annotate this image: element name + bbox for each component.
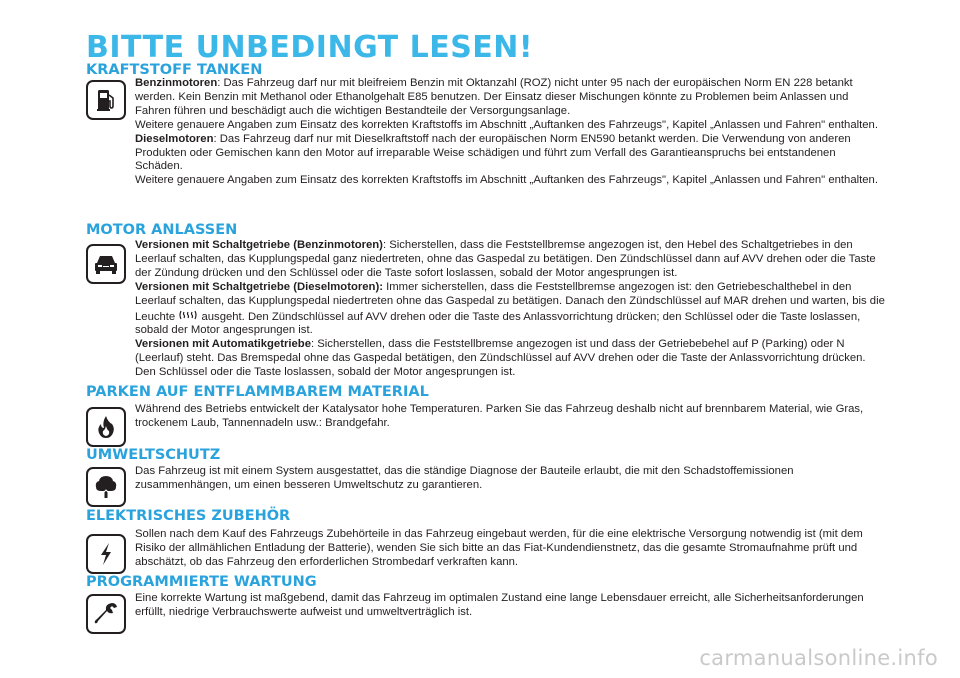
environment-text: Das Fahrzeug ist mit einem System ausgestattet, das die ständige Diagnose der Bauteile erlaubt, die mit den Schadstoffemissionen zusammenhängen, um einen besseren Umweltschutz zu garantieren. bbox=[135, 465, 794, 491]
tree-icon bbox=[86, 467, 126, 507]
fuel-petrol-label: Benzinmotoren bbox=[135, 77, 218, 89]
section-start bbox=[86, 222, 886, 380]
fuel-diesel-label: Dieselmotoren bbox=[135, 132, 214, 145]
section-environment bbox=[86, 447, 886, 493]
section-heading-service: PROGRAMMIERTE WARTUNG bbox=[86, 574, 317, 590]
section-body-start bbox=[86, 239, 886, 380]
section-parking bbox=[86, 384, 886, 431]
fuel-petrol-reference: Weitere genauere Angaben zum Einsatz des korrekten Kraftstoffs im Abschnitt „Auftanken des Fahrzeugs", Kapitel „Anlassen und Fahren" enthalten. bbox=[135, 118, 878, 131]
section-body-environment bbox=[86, 465, 886, 493]
fuel-pump-icon bbox=[86, 80, 126, 120]
section-body-parking bbox=[86, 403, 886, 431]
watermark: carmanualsonline.info bbox=[699, 646, 938, 670]
page-title: BITTE UNBEDINGT LESEN! bbox=[86, 30, 534, 65]
section-heading-parking: PARKEN AUF ENTFLAMMBAREM MATERIAL bbox=[86, 384, 429, 400]
start-automatic-text: : Sicherstellen, dass die Feststellbremse angezogen ist und dass der Getriebebehel auf P (Parking) oder N (Leerlauf) steht. Das Bremspedal ohne das Gaspedal betätigen, den Zündschlüssel auf AVV drehen oder die Taste der Anlassvorrichtung drücken. Den Schlüssel oder die Taste loslassen, sobald der Motor angesprungen ist. bbox=[135, 338, 866, 379]
start-manual-petrol-label: Versionen mit Schaltgetriebe (Benzinmotoren) bbox=[135, 239, 383, 251]
fuel-diesel-text: : Das Fahrzeug darf nur mit Dieselkraftstoff nach der europäischen Norm EN590 betankt werden. Die Verwendung von anderen Produkten oder Gemischen kann den Motor auf irreparable Weise schädigen und führt zum Verfall des Garantieanspruchs bei entstandenen Schäden. bbox=[135, 132, 851, 173]
section-heading-start: MOTOR ANLASSEN bbox=[86, 222, 238, 238]
section-body-fuel bbox=[86, 77, 886, 188]
section-heading-environment: UMWELTSCHUTZ bbox=[86, 447, 221, 463]
car-front-icon bbox=[86, 244, 126, 284]
electric-text: Sollen nach dem Kauf des Fahrzeugs Zubehörteile in das Fahrzeug eingebaut werden, für die eine elektrische Versorgung notwendig ist (mit dem Risiko der allmählichen Entladung der Batterie), wenden Sie sich bitte an das Fiat-Kundendienstnetz, das die gesamte Stromaufnahme prüft und abschätzt, ob das Fahrzeug den erforderlichen Strombedarf verkraften kann. bbox=[135, 528, 863, 568]
section-heading-electric: ELEKTRISCHES ZUBEHÖR bbox=[86, 508, 291, 524]
lightning-icon bbox=[86, 534, 126, 574]
fuel-diesel-reference: Weitere genauere Angaben zum Einsatz des korrekten Kraftstoffs im Abschnitt „Auftanken des Fahrzeugs", Kapitel „Anlassen und Fahren" enthalten. bbox=[135, 174, 878, 187]
fire-icon bbox=[86, 407, 126, 447]
glow-plug-icon bbox=[178, 309, 198, 321]
parking-text: Während des Betriebs entwickelt der Katalysator hohe Temperaturen. Parken Sie das Fahrzeug deshalb nicht auf brennbarem Material, wie Gras, trockenem Laub, Tannennadeln usw.: Brandgefahr. bbox=[135, 403, 864, 429]
section-body-service bbox=[86, 592, 886, 620]
section-fuel bbox=[86, 62, 886, 188]
section-heading-fuel: KRAFTSTOFF TANKEN bbox=[86, 62, 263, 78]
service-text: Eine korrekte Wartung ist maßgebend, damit das Fahrzeug im optimalen Zustand eine lange Lebensdauer erreicht, alle Sicherheitsanforderungen erfüllt, niedrige Verbrauchswerte aufweist und umweltverträglich ist. bbox=[135, 592, 864, 618]
start-manual-diesel-label: Versionen mit Schaltgetriebe (Dieselmotoren): bbox=[135, 280, 383, 293]
wrench-icon bbox=[86, 594, 126, 634]
section-body-electric bbox=[86, 528, 886, 570]
start-manual-diesel-text-a: Immer sicherstellen, dass die Feststellbremse angezogen ist: den Getriebeschalthebel in den Leerlauf schalten, das Kupplungspedal niedertreten ohne das Gaspedal zu betätigen. Danach den Zündschlüssel auf MAR drehen und warten, bis die Leuchte bbox=[135, 280, 885, 323]
start-manual-diesel-text-b: ausgeht. Den Zündschlüssel auf AVV drehen oder die Taste des Anlassvorrichtung drücken; den Schlüssel oder die Taste loslassen, sobald der Motor angesprungen ist. bbox=[135, 310, 861, 337]
fuel-petrol-text: : Das Fahrzeug darf nur mit bleifreiem Benzin mit Oktanzahl (ROZ) nicht unter 95 nach der europäischen Norm EN 228 betankt werden. Kein Benzin mit Methanol oder Ethanolgehalt E85 benutzen. Der Einsatz dieser Mischungen könnte zu Problemen beim Anlassen und Fahren führen und beschädigt auch die wichtigen Bestandteile der Versorgungsanlage. bbox=[135, 77, 853, 117]
start-automatic-label: Versionen mit Automatikgetriebe bbox=[135, 338, 311, 351]
start-manual-petrol-text: : Sicherstellen, dass die Feststellbremse angezogen ist, den Hebel des Schaltgetriebes in den Leerlauf schalten, das Kupplungspedal ganz niedertreten, ohne das Gaspedal zu betätigen. Den Zündschlüssel dann auf AVV drehen oder die Taste der Zündung drücken und den Schlüssel oder die Taste sofort loslassen, sobald der Motor angesprungen ist. bbox=[135, 239, 876, 279]
section-service bbox=[86, 574, 886, 620]
section-electric bbox=[86, 508, 886, 570]
